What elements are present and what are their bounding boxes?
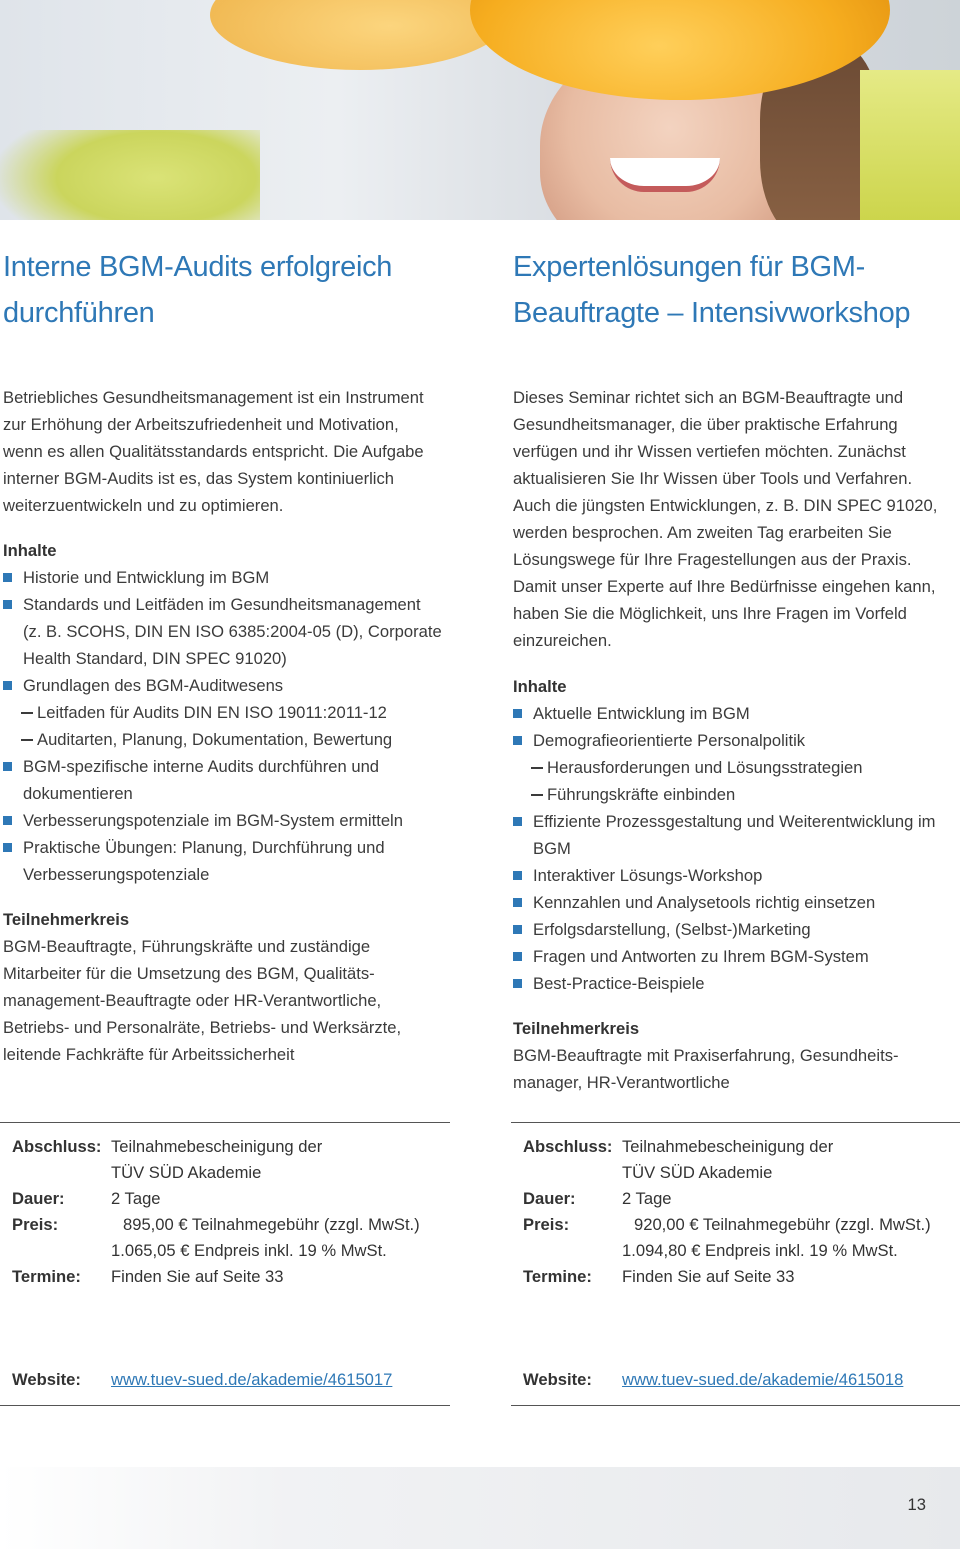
right-intro-line: haben Sie die Möglichkeit, uns Ihre Fragen im Vorfeld — [513, 604, 907, 623]
right-intro-line: Dieses Seminar richtet sich an BGM-Beauftragte und — [513, 388, 904, 407]
left-abschluss-value — [111, 1134, 420, 1186]
left-inhalte — [3, 537, 478, 888]
right-termine-label: Termine: — [523, 1267, 592, 1286]
left-teilnehmer-line: leitende Fachkräfte für Arbeitssicherheit — [3, 1045, 295, 1064]
right-dauer-value: 2 Tage — [622, 1189, 672, 1208]
hero-photo — [0, 0, 960, 220]
right-intro — [513, 384, 958, 654]
right-abschluss-line-2: TÜV SÜD Akademie — [622, 1163, 773, 1182]
right-preis-row — [523, 1212, 931, 1264]
left-list-item: Verbesserungspotenziale im BGM-System ermitteln — [3, 807, 478, 834]
right-teilnehmer-label: Teilnehmerkreis — [513, 1019, 640, 1038]
right-list-item: Interaktiver Lösungs-Workshop — [513, 862, 958, 889]
right-preis-label: Preis: — [523, 1215, 570, 1234]
page-number: 13 — [907, 1495, 926, 1514]
left-info-bottom-rule — [0, 1405, 450, 1406]
left-inhalte-label: Inhalte — [3, 541, 57, 560]
right-sub-item: Herausforderungen und Lösungsstrategien — [513, 754, 958, 781]
right-intro-line: Damit unser Experte auf Ihre Bedürfnisse eingehen kann, — [513, 577, 936, 596]
left-termine-label: Termine: — [12, 1267, 81, 1286]
left-abschluss-line-1: Teilnahmebescheinigung der — [111, 1137, 323, 1156]
left-list-item-cont: dokumentieren — [23, 784, 133, 803]
left-abschluss-row — [12, 1134, 420, 1186]
right-title-line-2: Beauftragte – Intensivworkshop — [513, 297, 911, 329]
left-list-item: BGM-spezifische interne Audits durchführen und — [3, 753, 478, 780]
left-teilnehmer-line: Betriebs- und Personalräte, Betriebs- und Werksärzte, — [3, 1018, 402, 1037]
left-website-link[interactable]: www.tuev-sued.de/akademie/4615017 — [111, 1370, 393, 1389]
left-dauer-label: Dauer: — [12, 1189, 65, 1208]
left-teilnehmer-line: BGM-Beauftragte, Führungskräfte und zuständige — [3, 937, 371, 956]
left-teilnehmer-line: Mitarbeiter für die Umsetzung des BGM, Qualitäts- — [3, 964, 375, 983]
right-list-item: Demografieorientierte Personalpolitik — [513, 727, 958, 754]
right-inhalte-label: Inhalte — [513, 677, 567, 696]
right-title — [513, 244, 958, 336]
left-info-content — [12, 1134, 420, 1290]
right-dauer-label: Dauer: — [523, 1189, 576, 1208]
right-list-item: Fragen und Antworten zu Ihrem BGM-System — [513, 943, 958, 970]
right-preis-value — [622, 1212, 931, 1264]
right-website-link[interactable]: www.tuev-sued.de/akademie/4615018 — [622, 1370, 904, 1389]
left-sub-item: Auditarten, Planung, Dokumentation, Bewertung — [3, 726, 478, 753]
right-intro-line: aktualisieren Sie Ihr Wissen über Tools und Verfahren. — [513, 469, 913, 488]
left-list-item: Historie und Entwicklung im BGM — [3, 564, 478, 591]
right-preis-line-1: 920,00 € Teilnahmegebühr (zzgl. MwSt.) — [634, 1215, 931, 1234]
left-preis-line-1: 895,00 € Teilnahmegebühr (zzgl. MwSt.) — [123, 1215, 420, 1234]
right-inhalte — [513, 673, 958, 997]
left-preis-value — [111, 1212, 420, 1264]
right-info-content — [523, 1134, 931, 1290]
right-teilnehmer — [513, 1015, 958, 1096]
hero-smile — [610, 158, 720, 192]
left-termine-row — [12, 1264, 420, 1290]
right-teilnehmer-line: manager, HR-Verantwortliche — [513, 1073, 730, 1092]
left-intro-line: zur Erhöhung der Arbeitszufriedenheit und Motivation, — [3, 415, 399, 434]
page-footer — [0, 1467, 960, 1549]
right-list-item: Best-Practice-Beispiele — [513, 970, 958, 997]
right-website-row — [523, 1367, 903, 1393]
left-teilnehmer — [3, 906, 478, 1068]
left-intro-line: wenn es allen Qualitätsstandards entspricht. Die Aufgabe — [3, 442, 424, 461]
right-abschluss-label: Abschluss: — [523, 1137, 613, 1156]
left-website-label: Website: — [12, 1370, 81, 1389]
left-termine-value: Finden Sie auf Seite 33 — [111, 1267, 284, 1286]
left-dauer-row — [12, 1186, 420, 1212]
left-intro-line: Betriebliches Gesundheitsmanagement ist ein Instrument — [3, 388, 424, 407]
right-intro-line: einzureichen. — [513, 631, 612, 650]
left-list-item-cont: Health Standard, DIN SPEC 91020) — [23, 649, 287, 668]
right-intro-line: Auch die jüngsten Entwicklungen, z. B. DIN SPEC 91020, — [513, 496, 938, 515]
hero-vest-left — [0, 130, 260, 220]
right-sub-item: Führungskräfte einbinden — [513, 781, 958, 808]
hero-vest-right — [860, 70, 960, 220]
left-list-item-cont: (z. B. SCOHS, DIN EN ISO 6385:2004-05 (D), Corporate — [23, 622, 442, 641]
right-website-label: Website: — [523, 1370, 592, 1389]
left-sub-item: Leitfaden für Audits DIN EN ISO 19011:2011-12 — [3, 699, 478, 726]
left-title-line-1: Interne BGM-Audits erfolgreich — [3, 251, 393, 283]
right-list-item: Aktuelle Entwicklung im BGM — [513, 700, 958, 727]
right-list-item: Kennzahlen und Analysetools richtig einsetzen — [513, 889, 958, 916]
left-info-top-rule — [0, 1122, 450, 1123]
right-abschluss-row — [523, 1134, 931, 1186]
left-title-line-2: durchführen — [3, 297, 155, 329]
right-list-item: Effiziente Prozessgestaltung und Weiterentwicklung im — [513, 808, 958, 835]
left-title — [3, 244, 483, 336]
left-abschluss-line-2: TÜV SÜD Akademie — [111, 1163, 262, 1182]
hero-helmet-back — [210, 0, 510, 70]
right-title-line-1: Expertenlösungen für BGM- — [513, 251, 865, 283]
right-termine-value: Finden Sie auf Seite 33 — [622, 1267, 795, 1286]
right-dauer-row — [523, 1186, 931, 1212]
right-intro-line: Lösungswege für Ihre Fragestellungen aus der Praxis. — [513, 550, 912, 569]
right-abschluss-line-1: Teilnahmebescheinigung der — [622, 1137, 834, 1156]
left-preis-label: Preis: — [12, 1215, 59, 1234]
right-preis-line-2: 1.094,80 € Endpreis inkl. 19 % MwSt. — [622, 1241, 898, 1260]
left-list-item: Standards und Leitfäden im Gesundheitsmanagement — [3, 591, 478, 618]
left-preis-row — [12, 1212, 420, 1264]
left-list-item: Praktische Übungen: Planung, Durchführung und — [3, 834, 478, 861]
right-termine-row — [523, 1264, 931, 1290]
right-list-item: Erfolgsdarstellung, (Selbst-)Marketing — [513, 916, 958, 943]
left-dauer-value: 2 Tage — [111, 1189, 161, 1208]
left-teilnehmer-label: Teilnehmerkreis — [3, 910, 130, 929]
right-info-box — [511, 1134, 960, 1294]
left-list-item: Grundlagen des BGM-Auditwesens — [3, 672, 478, 699]
right-intro-line: Gesundheitsmanager, die über praktische Erfahrung — [513, 415, 898, 434]
right-intro-line: verfügen und ihr Wissen vertiefen möchten. Zunächst — [513, 442, 906, 461]
right-list-item-cont: BGM — [533, 839, 571, 858]
left-website-row — [12, 1367, 392, 1393]
left-preis-line-2: 1.065,05 € Endpreis inkl. 19 % MwSt. — [111, 1241, 387, 1260]
left-teilnehmer-line: management-Beauftragte oder HR-Verantwortliche, — [3, 991, 382, 1010]
right-intro-line: werden besprochen. Am zweiten Tag erarbeiten Sie — [513, 523, 892, 542]
left-list-item-cont: Verbesserungspotenziale — [23, 865, 210, 884]
right-teilnehmer-line: BGM-Beauftragte mit Praxiserfahrung, Gesundheits- — [513, 1046, 899, 1065]
left-intro-line: weiterzuentwickeln und zu optimieren. — [3, 496, 284, 515]
right-info-bottom-rule — [511, 1405, 960, 1406]
left-abschluss-label: Abschluss: — [12, 1137, 102, 1156]
left-intro — [3, 384, 478, 519]
right-abschluss-value — [622, 1134, 931, 1186]
left-info-box — [0, 1134, 450, 1294]
right-info-top-rule — [511, 1122, 960, 1123]
left-intro-line: interner BGM-Audits ist es, das System kontiniuerlich — [3, 469, 395, 488]
